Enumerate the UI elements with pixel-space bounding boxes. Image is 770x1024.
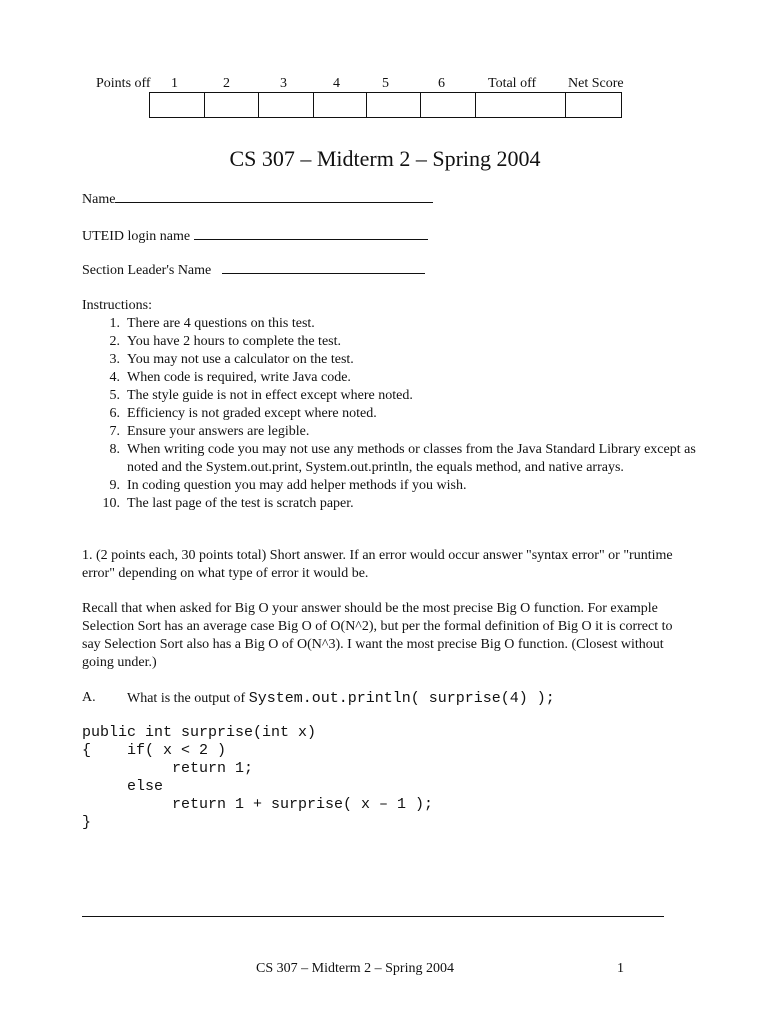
score-box-total-off — [476, 93, 566, 117]
uteid-field — [82, 227, 428, 245]
score-box-1 — [150, 93, 205, 117]
score-col-1: 1 — [171, 76, 178, 91]
score-col-net-score: Net Score — [568, 76, 624, 91]
score-box-net-score — [566, 93, 621, 117]
section-leader-field — [82, 261, 425, 279]
points-off-label: Points off — [96, 76, 151, 91]
uteid-blank — [194, 227, 428, 240]
score-box-2 — [205, 93, 259, 117]
score-col-6: 6 — [438, 76, 445, 91]
part-a-prompt — [127, 690, 555, 707]
section-leader-label: Section Leader's Name — [82, 263, 212, 278]
name-blank — [115, 190, 433, 203]
part-a-label: A. — [82, 690, 96, 705]
score-col-total-off: Total off — [488, 76, 537, 91]
instruction-item: 10. The last page of the test is scratch paper. — [102, 496, 354, 511]
instruction-item: 3. You may not use a calculator on the test. — [109, 352, 354, 367]
score-col-3: 3 — [280, 76, 287, 91]
instruction-item: 5. The style guide is not in effect except where noted. — [109, 388, 413, 403]
code-block: public int surprise(int x) { if( x < 2 ) return 1; else return 1 + surprise( x – 1 ); } — [82, 724, 434, 831]
part-a-code-expr: System.out.println( surprise(4) ); — [248, 690, 555, 707]
score-col-2: 2 — [223, 76, 230, 91]
name-field — [82, 190, 433, 208]
score-box-6 — [421, 93, 476, 117]
score-box-5 — [367, 93, 421, 117]
score-box-3 — [259, 93, 314, 117]
instruction-item: 9. In coding question you may add helper methods if you wish. — [109, 478, 467, 493]
instruction-item: 8. When writing code you may not use any methods or classes from the Java Standard Library except as noted and the System.out.print, System.out.println, the equals method, and native arrays. — [109, 442, 696, 475]
score-col-4: 4 — [333, 76, 340, 91]
instruction-item: 7. Ensure your answers are legible. — [109, 424, 310, 439]
instruction-item: 4. When code is required, write Java code. — [109, 370, 351, 385]
big-o-note: Recall that when asked for Big O your answer should be the most precise Big O function. For example Selection Sort has an average case Big O of O(N^2), but per the formal definition of Big O it is correct to say Selection Sort also has a Big O of O(N^3). I want the most precise Big O function. (Closest without going under.) — [82, 601, 673, 670]
score-table-header — [96, 76, 636, 92]
part-a-prompt-text: What is the output of — [127, 691, 246, 706]
footer-divider — [82, 916, 664, 917]
instruction-item: 1. There are 4 questions on this test. — [109, 316, 315, 331]
question-1-intro: 1. (2 points each, 30 points total) Short answer. If an error would occur answer "syntax error" or "runtime error" depending on what type of error it would be. — [82, 548, 673, 581]
score-col-5: 5 — [382, 76, 389, 91]
footer-title: CS 307 – Midterm 2 – Spring 2004 — [256, 961, 454, 976]
score-box-4 — [314, 93, 367, 117]
instructions-heading: Instructions: — [82, 298, 152, 313]
name-label: Name — [82, 192, 116, 207]
page-number: 1 — [617, 961, 624, 976]
instruction-item: 6. Efficiency is not graded except where noted. — [109, 406, 377, 421]
instruction-item: 2. You have 2 hours to complete the test. — [109, 334, 341, 349]
instructions-list — [82, 315, 702, 513]
score-table-boxes — [149, 92, 622, 118]
uteid-label: UTEID login name — [82, 229, 191, 244]
page-title: CS 307 – Midterm 2 – Spring 2004 — [229, 146, 541, 171]
section-leader-blank — [222, 261, 425, 274]
